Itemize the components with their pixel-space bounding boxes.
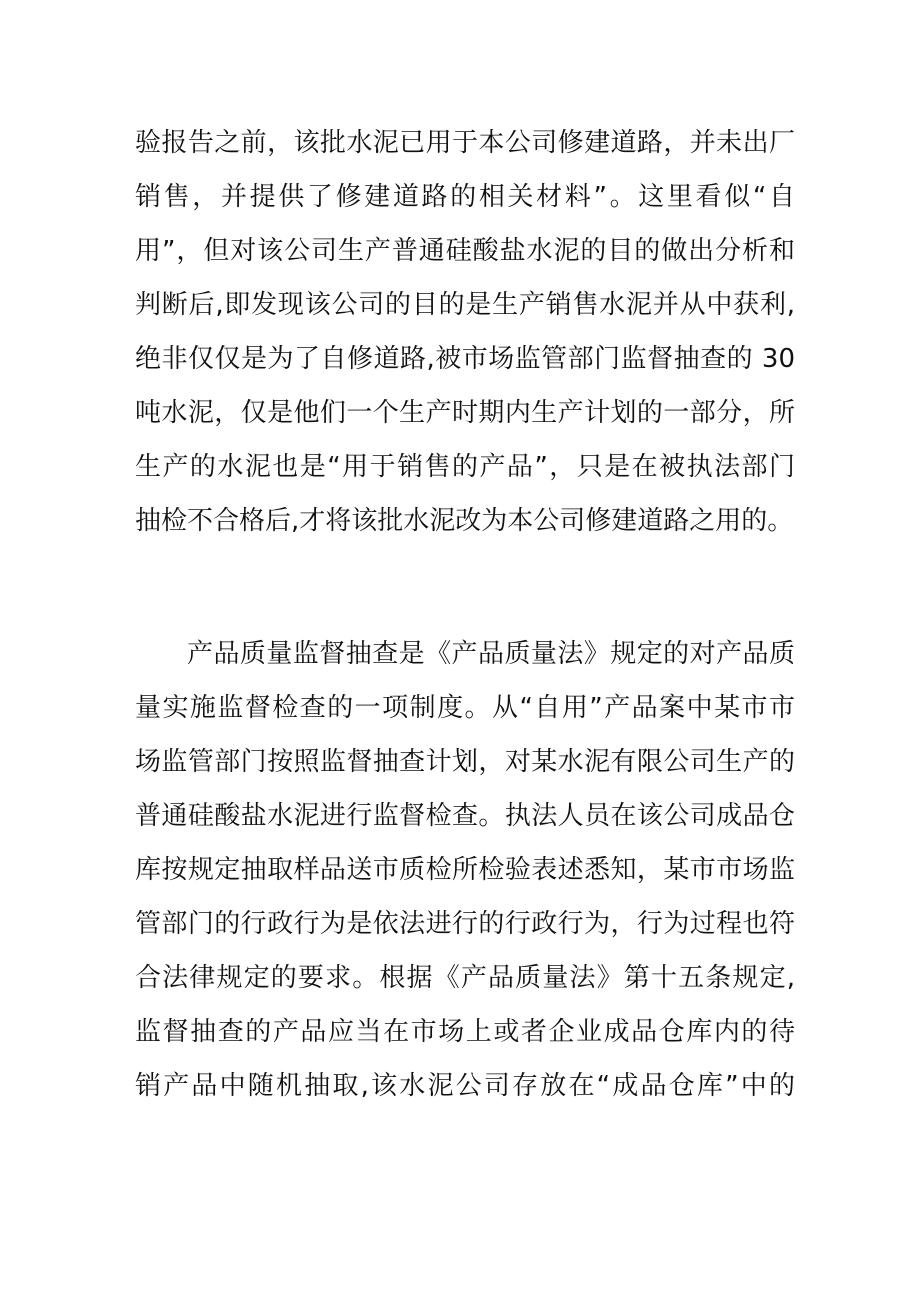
text-line: 产品质量监督抽查是《产品质量法》规定的对产品质 xyxy=(187,639,795,669)
text-line: 验报告之前，该批水泥已用于本公司修建道路，并未出厂 xyxy=(135,128,795,158)
text-line: 量实施监督检查的一项制度。从“自用”产品案中某市市 xyxy=(135,693,795,723)
text-line: 场监管部门按照监督抽查计划，对某水泥有限公司生产的 xyxy=(135,747,795,777)
text-line: 销售，并提供了修建道路的相关材料”。这里看似“自 xyxy=(135,182,795,212)
paragraph-1 xyxy=(135,116,795,548)
text-line: 用”，但对该公司生产普通硅酸盐水泥的目的做出分析和 xyxy=(135,236,795,266)
text-line: 绝非仅仅是为了自修道路,被市场监管部门监督抽查的 30 xyxy=(135,344,795,374)
text-line: 生产的水泥也是“用于销售的产品”，只是在被执法部门 xyxy=(135,452,795,482)
paragraph-2 xyxy=(135,627,795,1113)
text-line: 吨水泥，仅是他们一个生产时期内生产计划的一部分，所 xyxy=(135,398,795,428)
text-line: 抽检不合格后,才将该批水泥改为本公司修建道路之用的。 xyxy=(135,506,794,536)
text-line: 库按规定抽取样品送市质检所检验表述悉知，某市市场监 xyxy=(135,855,795,885)
text-line: 销产品中随机抽取,该水泥公司存放在“成品仓库”中的 xyxy=(135,1071,795,1101)
text-line: 管部门的行政行为是依法进行的行政行为，行为过程也符 xyxy=(135,909,795,939)
text-line: 判断后,即发现该公司的目的是生产销售水泥并从中获利, xyxy=(135,290,795,320)
text-line: 监督抽查的产品应当在市场上或者企业成品仓库内的待 xyxy=(135,1017,795,1047)
text-line: 合法律规定的要求。根据《产品质量法》第十五条规定, xyxy=(135,963,795,993)
text-line: 普通硅酸盐水泥进行监督检查。执法人员在该公司成品仓 xyxy=(135,801,795,831)
